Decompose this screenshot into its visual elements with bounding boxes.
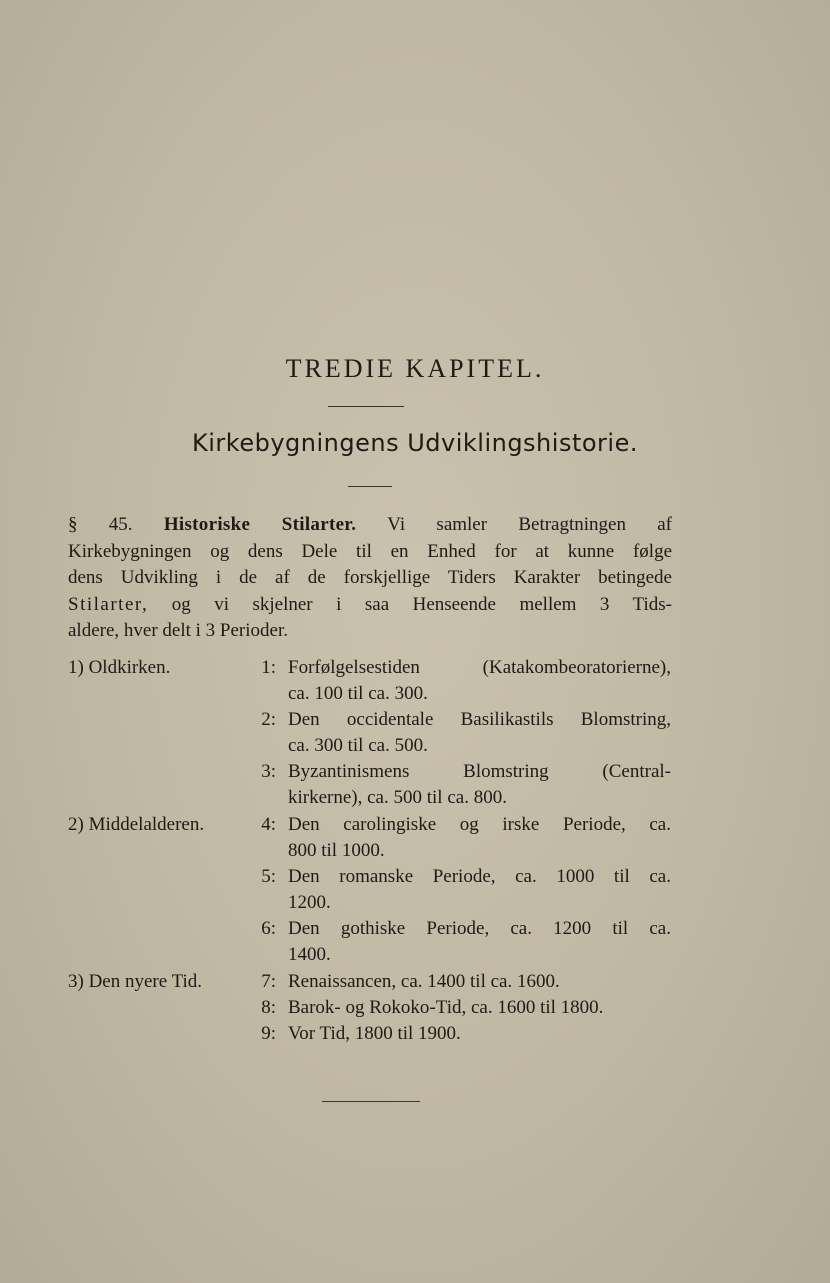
period-text: Barok- og Rokoko-Tid, ca. 1600 til 1800. bbox=[288, 997, 604, 1018]
era-label: 2) Middelalderen. bbox=[68, 814, 205, 835]
period-text: 800 til 1000. bbox=[288, 840, 385, 861]
closing-divider bbox=[322, 1101, 420, 1102]
era-label: 1) Oldkirken. bbox=[68, 657, 171, 678]
period-number: 5: bbox=[261, 866, 276, 887]
paragraph-line-3: dens Udvikling i de af de forskjellige Tiders Karakter betingede bbox=[68, 567, 672, 589]
period-number: 3: bbox=[261, 761, 276, 782]
chapter-title: TREDIE KAPITEL. bbox=[285, 354, 545, 383]
section-number: § 45. bbox=[68, 514, 133, 535]
period-number: 6: bbox=[261, 918, 276, 939]
era-label: 3) Den nyere Tid. bbox=[68, 971, 203, 992]
period-text: kirkerne), ca. 500 til ca. 800. bbox=[288, 787, 507, 808]
period-number: 8: bbox=[261, 997, 276, 1018]
period-text: Den carolingiske og irske Periode, ca. bbox=[288, 814, 671, 835]
period-text: Renaissancen, ca. 1400 til ca. 1600. bbox=[288, 971, 560, 992]
paragraph-text: Vi samler Betragtningen af bbox=[387, 514, 673, 535]
period-number: 1: bbox=[261, 657, 276, 678]
period-text: ca. 300 til ca. 500. bbox=[288, 735, 428, 756]
period-number: 2: bbox=[261, 709, 276, 730]
period-text: 1200. bbox=[288, 892, 331, 913]
period-text: Forfølgelsestiden (Katakombeoratorierne), bbox=[288, 657, 671, 678]
period-number: 4: bbox=[261, 814, 276, 835]
period-text: ca. 100 til ca. 300. bbox=[288, 683, 428, 704]
period-text: Den occidentale Basilikastils Blomstring, bbox=[288, 709, 671, 730]
paragraph-line-4 bbox=[68, 592, 672, 619]
period-text: Vor Tid, 1800 til 1900. bbox=[288, 1023, 461, 1044]
period-number: 9: bbox=[261, 1023, 276, 1044]
paragraph-text: og vi skjelner i saa Henseende mellem 3 Tids- bbox=[171, 593, 673, 615]
paragraph-line-1 bbox=[68, 512, 672, 539]
paragraph-line-5: aldere, hver delt i 3 Perioder. bbox=[68, 620, 289, 642]
chapter-subtitle: Kirkebygningens Udviklingshistorie. bbox=[192, 429, 638, 457]
period-text: Den romanske Periode, ca. 1000 til ca. bbox=[288, 866, 671, 887]
period-number: 7: bbox=[261, 971, 276, 992]
title-divider bbox=[328, 406, 404, 407]
section-paragraph bbox=[68, 512, 672, 645]
paragraph-line-2: Kirkebygningen og dens Dele til en Enhed for at kunne følge bbox=[68, 540, 672, 562]
section-heading: Historiske Stilarter. bbox=[163, 514, 357, 535]
period-text: 1400. bbox=[288, 944, 331, 965]
period-text: Byzantinismens Blomstring (Central- bbox=[288, 761, 671, 782]
emphasized-term: Stilarter, bbox=[68, 593, 149, 615]
subtitle-divider bbox=[348, 486, 392, 487]
period-text: Den gothiske Periode, ca. 1200 til ca. bbox=[288, 918, 671, 939]
